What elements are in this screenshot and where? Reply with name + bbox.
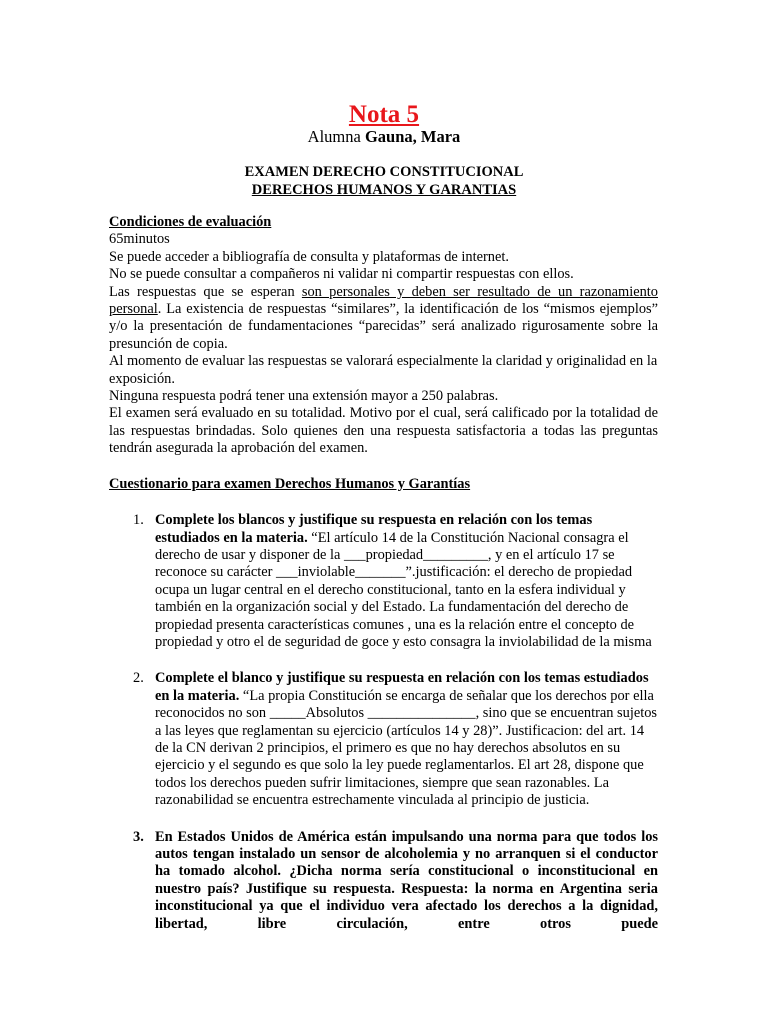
question-list [109,512,658,933]
conditions-line-3-pre: Las respuestas que se esperan [109,283,302,300]
grade-label: Nota 5 [348,101,420,128]
conditions-line-2: No se puede consultar a compañeros ni validar ni compartir respuestas con ellos. [109,266,574,283]
document-body [109,214,658,933]
question-3-number: 3. [133,828,144,845]
question-2-answer: “La propia Constitución se encarga de señalar que los derechos por ella reconocidos no son _____Absolutos _______________, sino que se encuentran sujetos a las leyes que reglamentan su ejercicio (artículos 14 y 28)”. Justificacion: del art. 14 de la CN derivan 2 principios, el primero es que no hay derechos absolutos en su ejercicio y el segundo es que solo la ley puede reglamentarlos. El art 28, dispone que todos los derechos pueden sufrir limitaciones, siempre que sean razonables. La razonabilidad se encuentra estrechamente vinculada al principio de justicia. [155,687,658,809]
question-1-number: 1. [133,512,144,529]
conditions-line-3 [109,284,658,354]
questionnaire-heading: Cuestionario para examen Derechos Humanos y Garantías [109,475,471,492]
conditions-line-6: El examen será evaluado en su totalidad. Motivo por el cual, será calificado por la totalidad de las respuestas brindadas. Solo quienes den una respuesta satisfactoria a todas las preguntas tendrán asegurada la aprobación del examen. [109,405,658,457]
question-2-prompt: Complete el blanco y justifique su respuesta en relación con los temas estudiados en la materia. [155,670,649,704]
question-1-prompt: Complete los blancos y justifique su respuesta en relación con los temas estudiados en la materia. [155,512,593,546]
student-line [0,126,768,148]
exam-title-line1: EXAMEN DERECHO CONSTITUCIONAL [244,164,524,180]
question-3-prompt: En Estados Unidos de América están impulsando una norma para que todos los autos tengan instalado un sensor de alcoholemia y no arranquen si el conductor ha tomado alcohol. ¿Dicha norma sería constitucional o inconstitucional en nuestro país? Justifique su respuesta. Respuesta: la norma en Argentina seria inconstitucional ya que el individuo vera afectado los derechos a la dignidad, libertad, libre circulación, entre otros puede [155,828,658,932]
conditions-line-3-underlined: son personales y deben ser resultado de un razonamiento personal [109,283,658,318]
question-2-number: 2. [133,670,144,687]
conditions-duration: 65minutos [109,231,170,248]
conditions-line-3-post: . La existencia de respuestas “similares”, la identificación de los “mismos ejemplos” y/o la presentación de fundamentaciones “parecidas” será analizado rigurosamente sobre la presunción de copia. [109,301,658,352]
question-2 [109,670,658,809]
question-3 [109,829,658,933]
student-prefix: Alumna [307,127,361,146]
exam-title [0,163,768,199]
conditions-line-5: Ninguna respuesta podrá tener una extensión mayor a 250 palabras. [109,388,499,405]
exam-title-line2: DERECHOS HUMANOS Y GARANTIAS [251,182,517,198]
question-1 [109,512,658,651]
question-1-answer: “El artículo 14 de la Constitución Nacional consagra el derecho de usar y disponer de la ___propiedad_________, y en el artículo 17 se reconoce su carácter ___inviolable_______”.justificación: el derecho de propiedad ocupa un lugar central en el derecho constitucional, tanto en la esfera individual y también en la organización social y del Estado. La fundamentación del derecho de propiedad presenta características comunes , una es la relación entre el concepto de propiedad y otro el de seguridad de goce y esto consagra la inviolabilidad de la misma [155,529,652,650]
conditions-line-1: Se puede acceder a bibliografía de consulta y plataformas de internet. [109,248,509,265]
conditions-line-4: Al momento de evaluar las respuestas se valorará especialmente la claridad y originalidad en la exposición. [109,353,658,387]
student-name: Gauna, Mara [364,127,461,146]
conditions-heading: Condiciones de evaluación [109,214,272,230]
